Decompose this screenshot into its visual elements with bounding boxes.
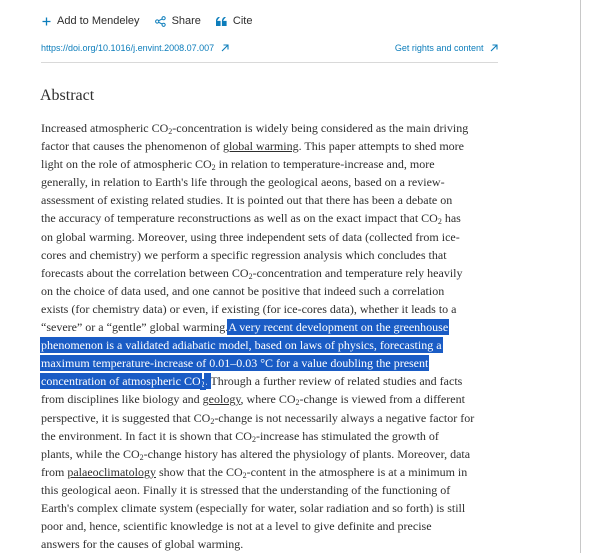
share-icon <box>155 16 166 27</box>
abstract-line <box>41 282 501 300</box>
text-run: show that the CO <box>155 464 243 479</box>
text-run: Earth's complex climate system (especially for water, solar radiation and so forth) is still <box>41 500 466 515</box>
cite-label: Cite <box>232 15 253 27</box>
cite-button[interactable] <box>216 15 253 27</box>
text-run: light on the role of atmospheric CO <box>41 157 212 172</box>
abstract-line <box>41 300 501 318</box>
text-run: -content in the atmosphere is at a minimum in <box>246 464 468 479</box>
get-rights-link[interactable] <box>395 43 498 54</box>
text-run: “severe” or a “gentle” global warming. <box>41 320 229 335</box>
subscript: 2 <box>168 127 173 136</box>
text-run: generally, in relation to Earth's life through the geological aeons, based on a review- <box>41 175 445 190</box>
subscript: 2 <box>139 452 144 462</box>
text-run: the environment. In fact it is shown that CO <box>41 428 252 443</box>
text-run: A very recent development on the greenhouse <box>228 320 449 335</box>
text-run: -increase has stimulated the growth of <box>255 428 439 443</box>
abstract-line <box>41 137 501 155</box>
topic-link[interactable]: geology <box>202 392 241 407</box>
text-run: perspective, it is suggested that CO <box>41 410 211 425</box>
subscript: 2 <box>210 416 215 426</box>
text-run: -change is not necessarily always a negative factor for <box>214 410 475 425</box>
abstract-text <box>41 119 501 553</box>
abstract-line <box>41 264 501 282</box>
doi-link[interactable] <box>41 43 229 54</box>
abstract-line <box>41 155 501 173</box>
abstract-line <box>41 228 501 246</box>
text-run: from <box>41 464 68 479</box>
get-rights-link-text: Get rights and content <box>394 43 484 53</box>
text-run: from disciplines like biology and <box>41 392 203 407</box>
text-run: the accuracy of temperature reconstructions as well as on the exact impact that CO <box>41 211 438 226</box>
external-link-icon <box>490 44 498 54</box>
abstract-line <box>41 463 501 481</box>
text-run: answers for the causes of global warming. <box>41 537 244 552</box>
text-run: . This paper attempts to shed more <box>298 139 465 154</box>
share-button[interactable] <box>155 15 201 27</box>
subscript: 2 <box>248 271 253 281</box>
external-link-icon <box>221 44 229 54</box>
text-run: in relation to temperature-increase and, more <box>215 157 435 172</box>
abstract-line <box>41 173 501 191</box>
text-run: this geological aeon. Finally it is stressed that the understanding of the functioning of <box>41 482 451 497</box>
subscript: 2 <box>211 163 216 173</box>
text-run: maximum temperature-increase of 0.01–0.03 °C for a value doubling the present <box>41 356 429 371</box>
subscript: 2 <box>200 380 205 390</box>
text-run: assessment of existing related studies. It is pointed out that there has been a debate on <box>41 193 453 208</box>
subscript: 2 <box>242 470 247 480</box>
abstract-line <box>41 427 501 445</box>
text-run: on global warming. Moreover, using three independent sets of data (collected from ice- <box>41 229 460 244</box>
divider <box>41 62 498 63</box>
abstract-line <box>41 390 501 408</box>
abstract-line <box>41 246 501 264</box>
subscript: 2 <box>295 398 300 408</box>
abstract-line <box>41 535 501 553</box>
text-run: exists (for chemistry data) or even, if existing (for ice-cores data), whether it leads to a <box>41 301 457 316</box>
text-run: concentration of atmospheric CO <box>41 374 201 389</box>
abstract-heading: Abstract <box>40 87 95 104</box>
text-run: poor and, hence, scientific knowledge is not at a level to give definite and precise <box>41 519 432 534</box>
text-run: has <box>441 211 461 226</box>
text-run: Increased atmospheric CO <box>41 121 169 135</box>
share-label: Share <box>171 15 201 27</box>
text-run: plants, while the CO <box>41 446 140 461</box>
article-links <box>41 43 498 57</box>
topic-link[interactable]: global warming <box>222 139 299 154</box>
text-run: on the choice of data used, and one cannot be positive that indeed such a correlation <box>41 283 445 298</box>
add-to-mendeley-label: Add to Mendeley <box>57 15 140 27</box>
subscript: 2 <box>251 434 256 444</box>
text-run: -change is viewed from a different <box>299 392 465 407</box>
add-to-mendeley-button[interactable] <box>42 15 140 27</box>
subscript: 2 <box>437 217 442 227</box>
abstract-line <box>41 209 501 227</box>
text-run: -change history has altered the physiology of plants. Moreover, data <box>143 446 471 461</box>
article-toolbar <box>42 13 267 29</box>
text-run: -concentration and temperature rely heavily <box>252 265 463 280</box>
text-run: forecasts about the correlation between CO <box>41 265 249 280</box>
text-run: cores and chemistry) we perform a specific regression analysis which concludes that <box>41 247 447 262</box>
abstract-line <box>41 119 501 137</box>
quote-icon <box>216 17 227 26</box>
text-run: . <box>204 374 211 389</box>
plus-icon <box>42 17 51 26</box>
text-run: factor that causes the phenomenon of <box>41 139 223 154</box>
abstract-line <box>41 354 501 372</box>
abstract-line <box>41 481 501 499</box>
topic-link[interactable]: palaeoclimatology <box>67 464 156 479</box>
abstract-line <box>41 445 501 463</box>
abstract-line <box>41 409 501 427</box>
abstract-line <box>41 191 501 209</box>
text-run: -concentration is widely being considered as the main driving <box>172 121 469 135</box>
abstract-line <box>41 517 501 535</box>
text-run: Through a further review of related studies and facts <box>210 374 463 389</box>
abstract-line <box>41 372 501 390</box>
text-run: phenomenon is a validated adiabatic model, based on laws of physics, forecasting a <box>41 338 442 353</box>
abstract-line <box>41 336 501 354</box>
doi-link-text: https://doi.org/10.1016/j.envint.2008.07.007 <box>41 43 215 53</box>
abstract-line <box>41 318 501 336</box>
abstract-line <box>41 499 501 517</box>
text-run: , where CO <box>240 392 296 407</box>
